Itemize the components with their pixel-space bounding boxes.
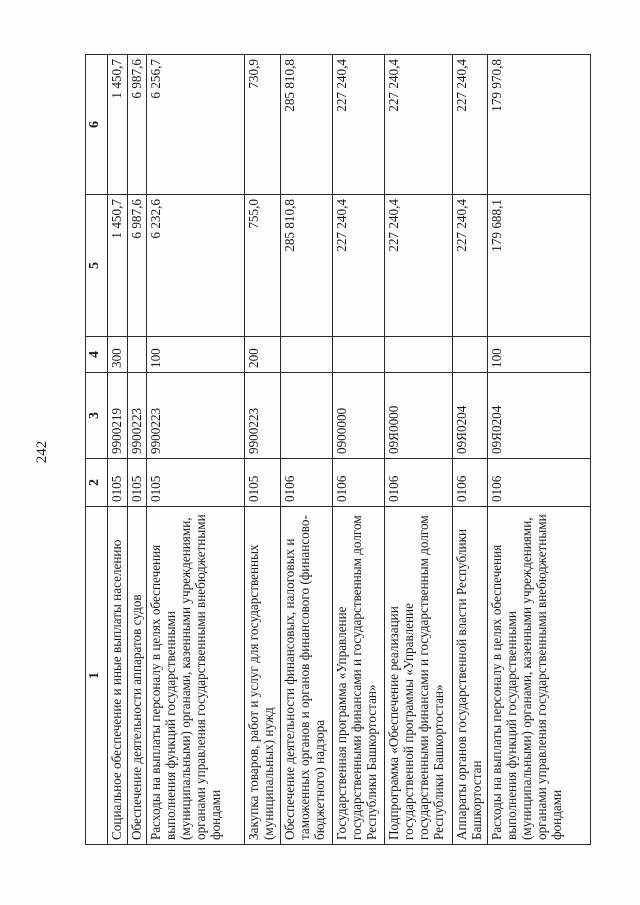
row-amount-col6: 227 240,4: [385, 55, 453, 195]
header-col-5: 5: [86, 195, 108, 337]
row-amount-col6: 227 240,4: [453, 55, 488, 195]
row-section-code: 0106: [453, 459, 488, 507]
row-amount-col6: 285 810,8: [281, 55, 333, 195]
table-row: [488, 55, 591, 845]
header-col-4: 4: [86, 337, 108, 373]
row-target-code: 9900223: [147, 373, 245, 459]
table-row: [128, 55, 147, 845]
row-type-code: 300: [108, 337, 128, 373]
row-type-code: 100: [488, 337, 591, 373]
row-section-code: 0105: [108, 459, 128, 507]
row-amount-col5: 1 450,7: [108, 195, 128, 337]
table-row: [453, 55, 488, 845]
row-name: Обеспечение деятельности финансовых, налоговых и таможенных органов и органов финансового (финансово-бюджетного) надзора: [281, 507, 333, 845]
row-section-code: 0106: [488, 459, 591, 507]
row-amount-col5: 227 240,4: [385, 195, 453, 337]
row-type-code: [281, 337, 333, 373]
row-name: Подпрограмма «Обеспечение реализации государственной программы «Управление государственными финансами и государственным долгом Республики Башкортостан»: [385, 507, 453, 845]
row-target-code: [281, 373, 333, 459]
header-col-6: 6: [86, 55, 108, 195]
row-amount-col6: 1 450,7: [108, 55, 128, 195]
row-type-code: [453, 337, 488, 373]
row-target-code: 9900223: [128, 373, 147, 459]
row-amount-col6: 6 987,6: [128, 55, 147, 195]
row-name: Расходы на выплаты персоналу в целях обеспечения выполнения функций государственными (муниципальными) органами, казенными учреждениями, органами управления государственными внебюджетными фондами: [147, 507, 245, 845]
row-amount-col5: 227 240,4: [453, 195, 488, 337]
row-amount-col5: 6 987,6: [128, 195, 147, 337]
row-section-code: 0105: [245, 459, 281, 507]
row-type-code: [333, 337, 385, 373]
row-section-code: 0105: [128, 459, 147, 507]
row-name: Расходы на выплаты персоналу в целях обеспечения выполнения функций государственными (муниципальными) органами, казенными учреждениями, органами управления государственными внебюджетными фондами: [488, 507, 591, 845]
table-row: [147, 55, 245, 845]
row-type-code: [128, 337, 147, 373]
table-row: [108, 55, 128, 845]
table-header-row: [86, 55, 108, 845]
row-amount-col5: 179 688,1: [488, 195, 591, 337]
row-target-code: 9900219: [108, 373, 128, 459]
row-amount-col6: 730,9: [245, 55, 281, 195]
row-name: Обеспечение деятельности аппаратов судов: [128, 507, 147, 845]
row-target-code: 09Я0000: [385, 373, 453, 459]
row-amount-col5: 755,0: [245, 195, 281, 337]
header-col-3: 3: [86, 373, 108, 459]
table-row: [333, 55, 385, 845]
row-name: Закупка товаров, работ и услуг для государственных (муниципальных) нужд: [245, 507, 281, 845]
table-row: [385, 55, 453, 845]
row-type-code: 200: [245, 337, 281, 373]
rotated-table-container: [85, 55, 615, 845]
row-type-code: 100: [147, 337, 245, 373]
row-amount-col6: 179 970,8: [488, 55, 591, 195]
row-target-code: 09Я0204: [453, 373, 488, 459]
row-name: Аппараты органов государственной власти Республики Башкортостан: [453, 507, 488, 845]
row-name: Социальное обеспечение и иные выплаты населению: [108, 507, 128, 845]
row-section-code: 0106: [385, 459, 453, 507]
table-row: [245, 55, 281, 845]
row-type-code: [385, 337, 453, 373]
row-name: Государственная программа «Управление государственными финансами и государственным долгом Республики Башкортостан»: [333, 507, 385, 845]
row-target-code: 9900223: [245, 373, 281, 459]
row-section-code: 0106: [333, 459, 385, 507]
table-row: [281, 55, 333, 845]
row-amount-col5: 227 240,4: [333, 195, 385, 337]
row-amount-col5: 285 810,8: [281, 195, 333, 337]
budget-table: [85, 54, 591, 845]
row-section-code: 0105: [147, 459, 245, 507]
header-col-1: 1: [86, 507, 108, 845]
row-target-code: 0900000: [333, 373, 385, 459]
row-section-code: 0106: [281, 459, 333, 507]
row-amount-col5: 6 232,6: [147, 195, 245, 337]
header-col-2: 2: [86, 459, 108, 507]
page-number: 242: [34, 440, 50, 464]
row-amount-col6: 6 256,7: [147, 55, 245, 195]
row-target-code: 09Я0204: [488, 373, 591, 459]
row-amount-col6: 227 240,4: [333, 55, 385, 195]
